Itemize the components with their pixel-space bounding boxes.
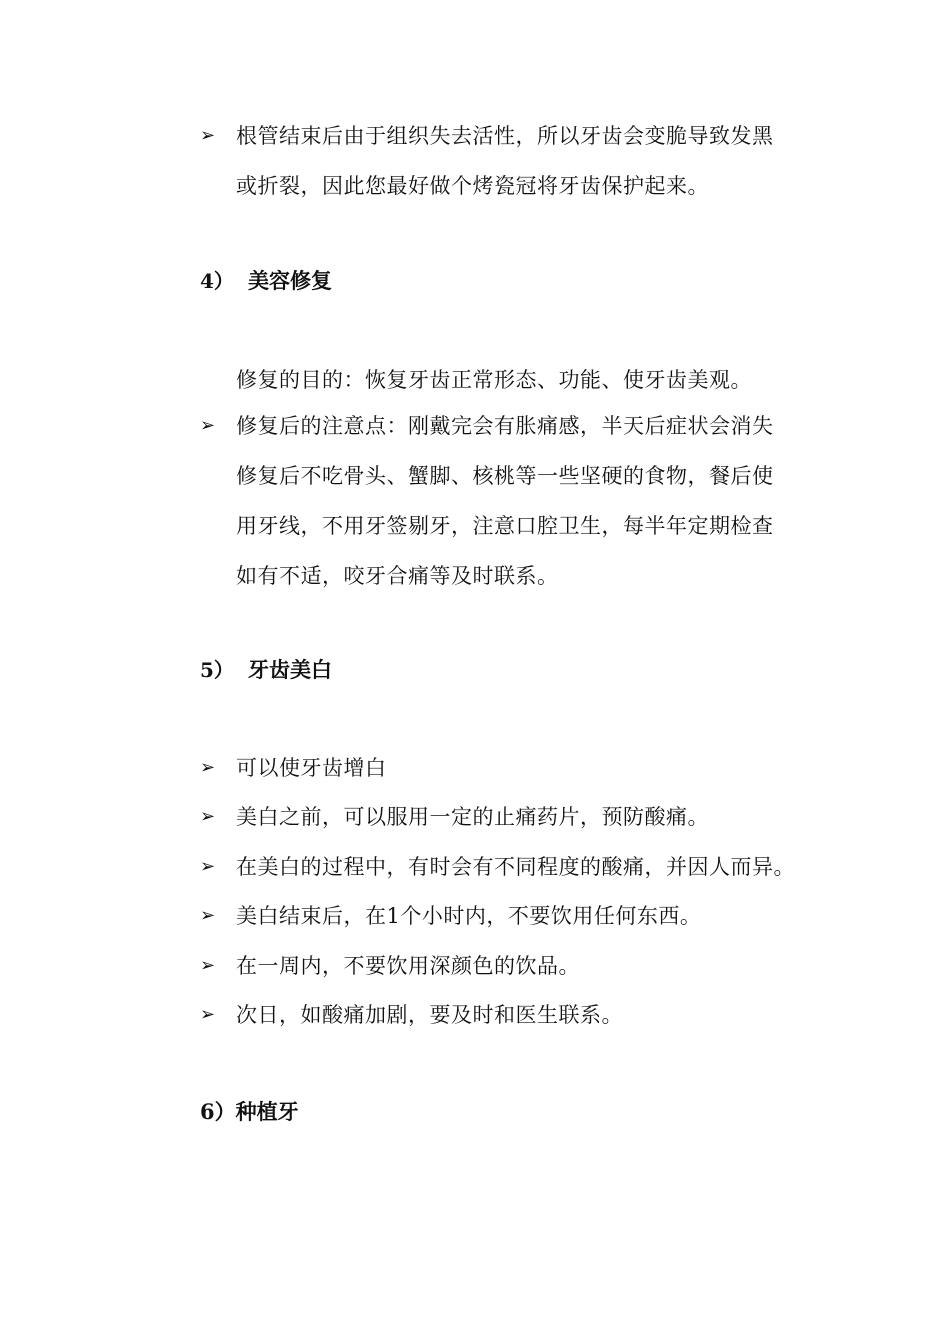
section-5-number: 5） — [200, 658, 234, 682]
list-item: 次日，如酸痛加剧，要及时和医生联系。 — [236, 1003, 623, 1027]
bullet-icon: ➢ — [200, 856, 216, 877]
bullet-icon: ➢ — [200, 125, 216, 146]
restoration-notes-line-2: 修复后不吃骨头、蟹脚、核桃等一些坚硬的食物，餐后使 — [236, 464, 774, 488]
section-6-heading: 6）种植牙 — [200, 1099, 299, 1124]
list-item: 可以使牙齿增白 — [236, 756, 387, 780]
restoration-notes-line-3: 用牙线，不用牙签剔牙，注意口腔卫生，每半年定期检查 — [236, 514, 774, 538]
bullet-icon: ➢ — [200, 955, 216, 976]
list-item: 美白之前，可以服用一定的止痛药片，预防酸痛。 — [236, 805, 709, 829]
list-item: 在一周内，不要饮用深颜色的饮品。 — [236, 954, 580, 978]
bullet-icon: ➢ — [200, 905, 216, 926]
list-item: 在美白的过程中，有时会有不同程度的酸痛，并因人而异。 — [236, 855, 795, 879]
restoration-notes-line-1: 修复后的注意点：刚戴完会有胀痛感，半天后症状会消失 — [236, 414, 774, 438]
root-canal-note-line-1: 根管结束后由于组织失去活性，所以牙齿会变脆导致发黑 — [236, 124, 774, 148]
root-canal-note-line-2: 或折裂，因此您最好做个烤瓷冠将牙齿保护起来。 — [236, 174, 709, 198]
bullet-icon: ➢ — [200, 806, 216, 827]
list-item: 美白结束后，在1个小时内，不要饮用任何东西。 — [236, 904, 702, 928]
bullet-icon: ➢ — [200, 415, 216, 436]
section-4-title: 美容修复 — [248, 268, 332, 293]
bullet-icon: ➢ — [200, 1004, 216, 1025]
restoration-notes-line-4: 如有不适，咬牙合痛等及时联系。 — [236, 564, 559, 588]
section-4-number: 4） — [200, 269, 234, 293]
restoration-purpose: 修复的目的：恢复牙齿正常形态、功能、使牙齿美观。 — [236, 368, 752, 392]
bullet-icon: ➢ — [200, 757, 216, 778]
section-5-title: 牙齿美白 — [248, 657, 332, 682]
